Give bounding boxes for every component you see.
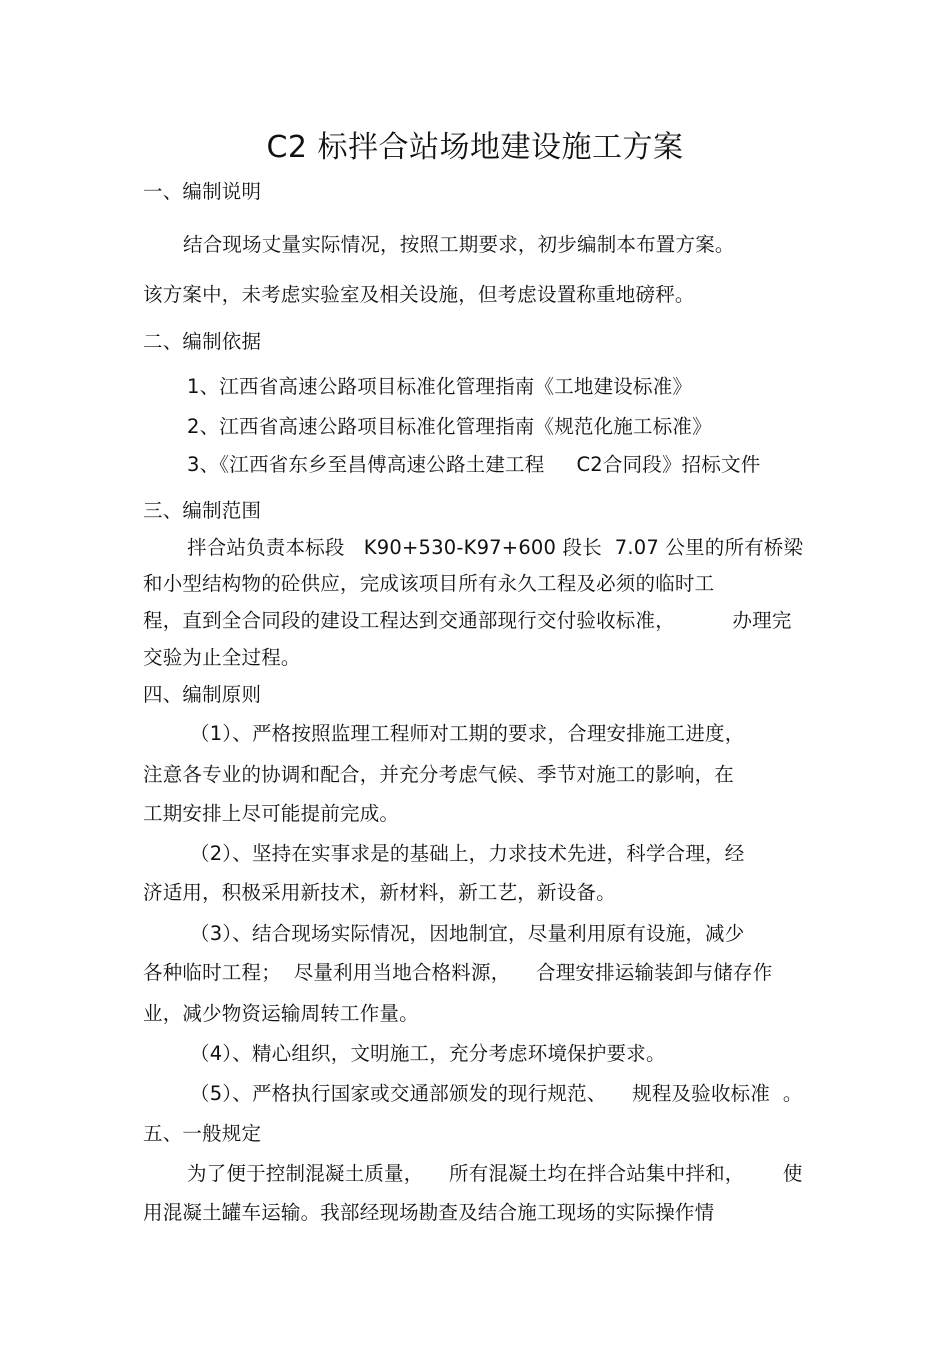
section-5-line-2: 用混凝土罐车运输。我部经现场勘查及结合施工现场的实际操作情 — [143, 1201, 715, 1224]
section-3-heading: 三、编制范围 — [143, 499, 262, 522]
section-3-line-2: 和小型结构物的砼供应，完成该项目所有永久工程及必须的临时工 — [143, 572, 715, 595]
section-2-item-1: 1、江西省高速公路项目标准化管理指南《工地建设标准》 — [187, 375, 693, 398]
section-2-item-2: 2、江西省高速公路项目标准化管理指南《规范化施工标准》 — [187, 415, 712, 438]
section-4-line-8: 业，减少物资运输周转工作量。 — [143, 1002, 419, 1025]
section-3-line-1: 拌合站负责本标段 K90+530-K97+600 段长 7.07 公里的所有桥梁 — [187, 536, 804, 559]
section-4-line-4: （2）、坚持在实事求是的基础上，力求技术先进，科学合理，经 — [190, 842, 745, 865]
section-4-line-6: （3）、结合现场实际情况，因地制宜，尽量利用原有设施，减少 — [190, 922, 745, 945]
section-4-line-10: （5）、严格执行国家或交通部颁发的现行规范、 规程及验收标准 。 — [190, 1082, 803, 1105]
section-1-paragraph-2: 该方案中，未考虑实验室及相关设施，但考虑设置称重地磅秤。 — [143, 283, 695, 306]
section-4-line-3: 工期安排上尽可能提前完成。 — [143, 802, 400, 825]
section-4-line-7: 各种临时工程； 尽量利用当地合格料源， 合理安排运输装卸与储存作 — [143, 961, 773, 984]
section-5-heading: 五、一般规定 — [143, 1122, 262, 1145]
section-4-line-1: （1）、严格按照监理工程师对工期的要求，合理安排施工进度， — [190, 722, 745, 745]
section-2-heading: 二、编制依据 — [143, 330, 262, 353]
section-2-item-3: 3、《江西省东乡至昌傅高速公路土建工程 C2合同段》招标文件 — [187, 453, 761, 476]
section-1-heading: 一、编制说明 — [143, 180, 262, 203]
section-3-line-4: 交验为止全过程。 — [143, 646, 301, 669]
document-title: C2 标拌合站场地建设施工方案 — [266, 130, 684, 165]
section-1-paragraph-1: 结合现场丈量实际情况，按照工期要求，初步编制本布置方案。 — [183, 233, 735, 256]
section-4-line-5: 济适用，积极采用新技术，新材料，新工艺，新设备。 — [143, 881, 616, 904]
section-4-line-2: 注意各专业的协调和配合，并充分考虑气候、季节对施工的影响，在 — [143, 763, 735, 786]
section-3-line-3: 程，直到全合同段的建设工程达到交通部现行交付验收标准， 办理完 — [143, 609, 792, 632]
section-4-line-9: （4）、精心组织，文明施工，充分考虑环境保护要求。 — [190, 1042, 666, 1065]
section-5-line-1: 为了便于控制混凝土质量， 所有混凝土均在拌合站集中拌和， 使 — [187, 1162, 803, 1185]
section-4-heading: 四、编制原则 — [143, 683, 262, 706]
